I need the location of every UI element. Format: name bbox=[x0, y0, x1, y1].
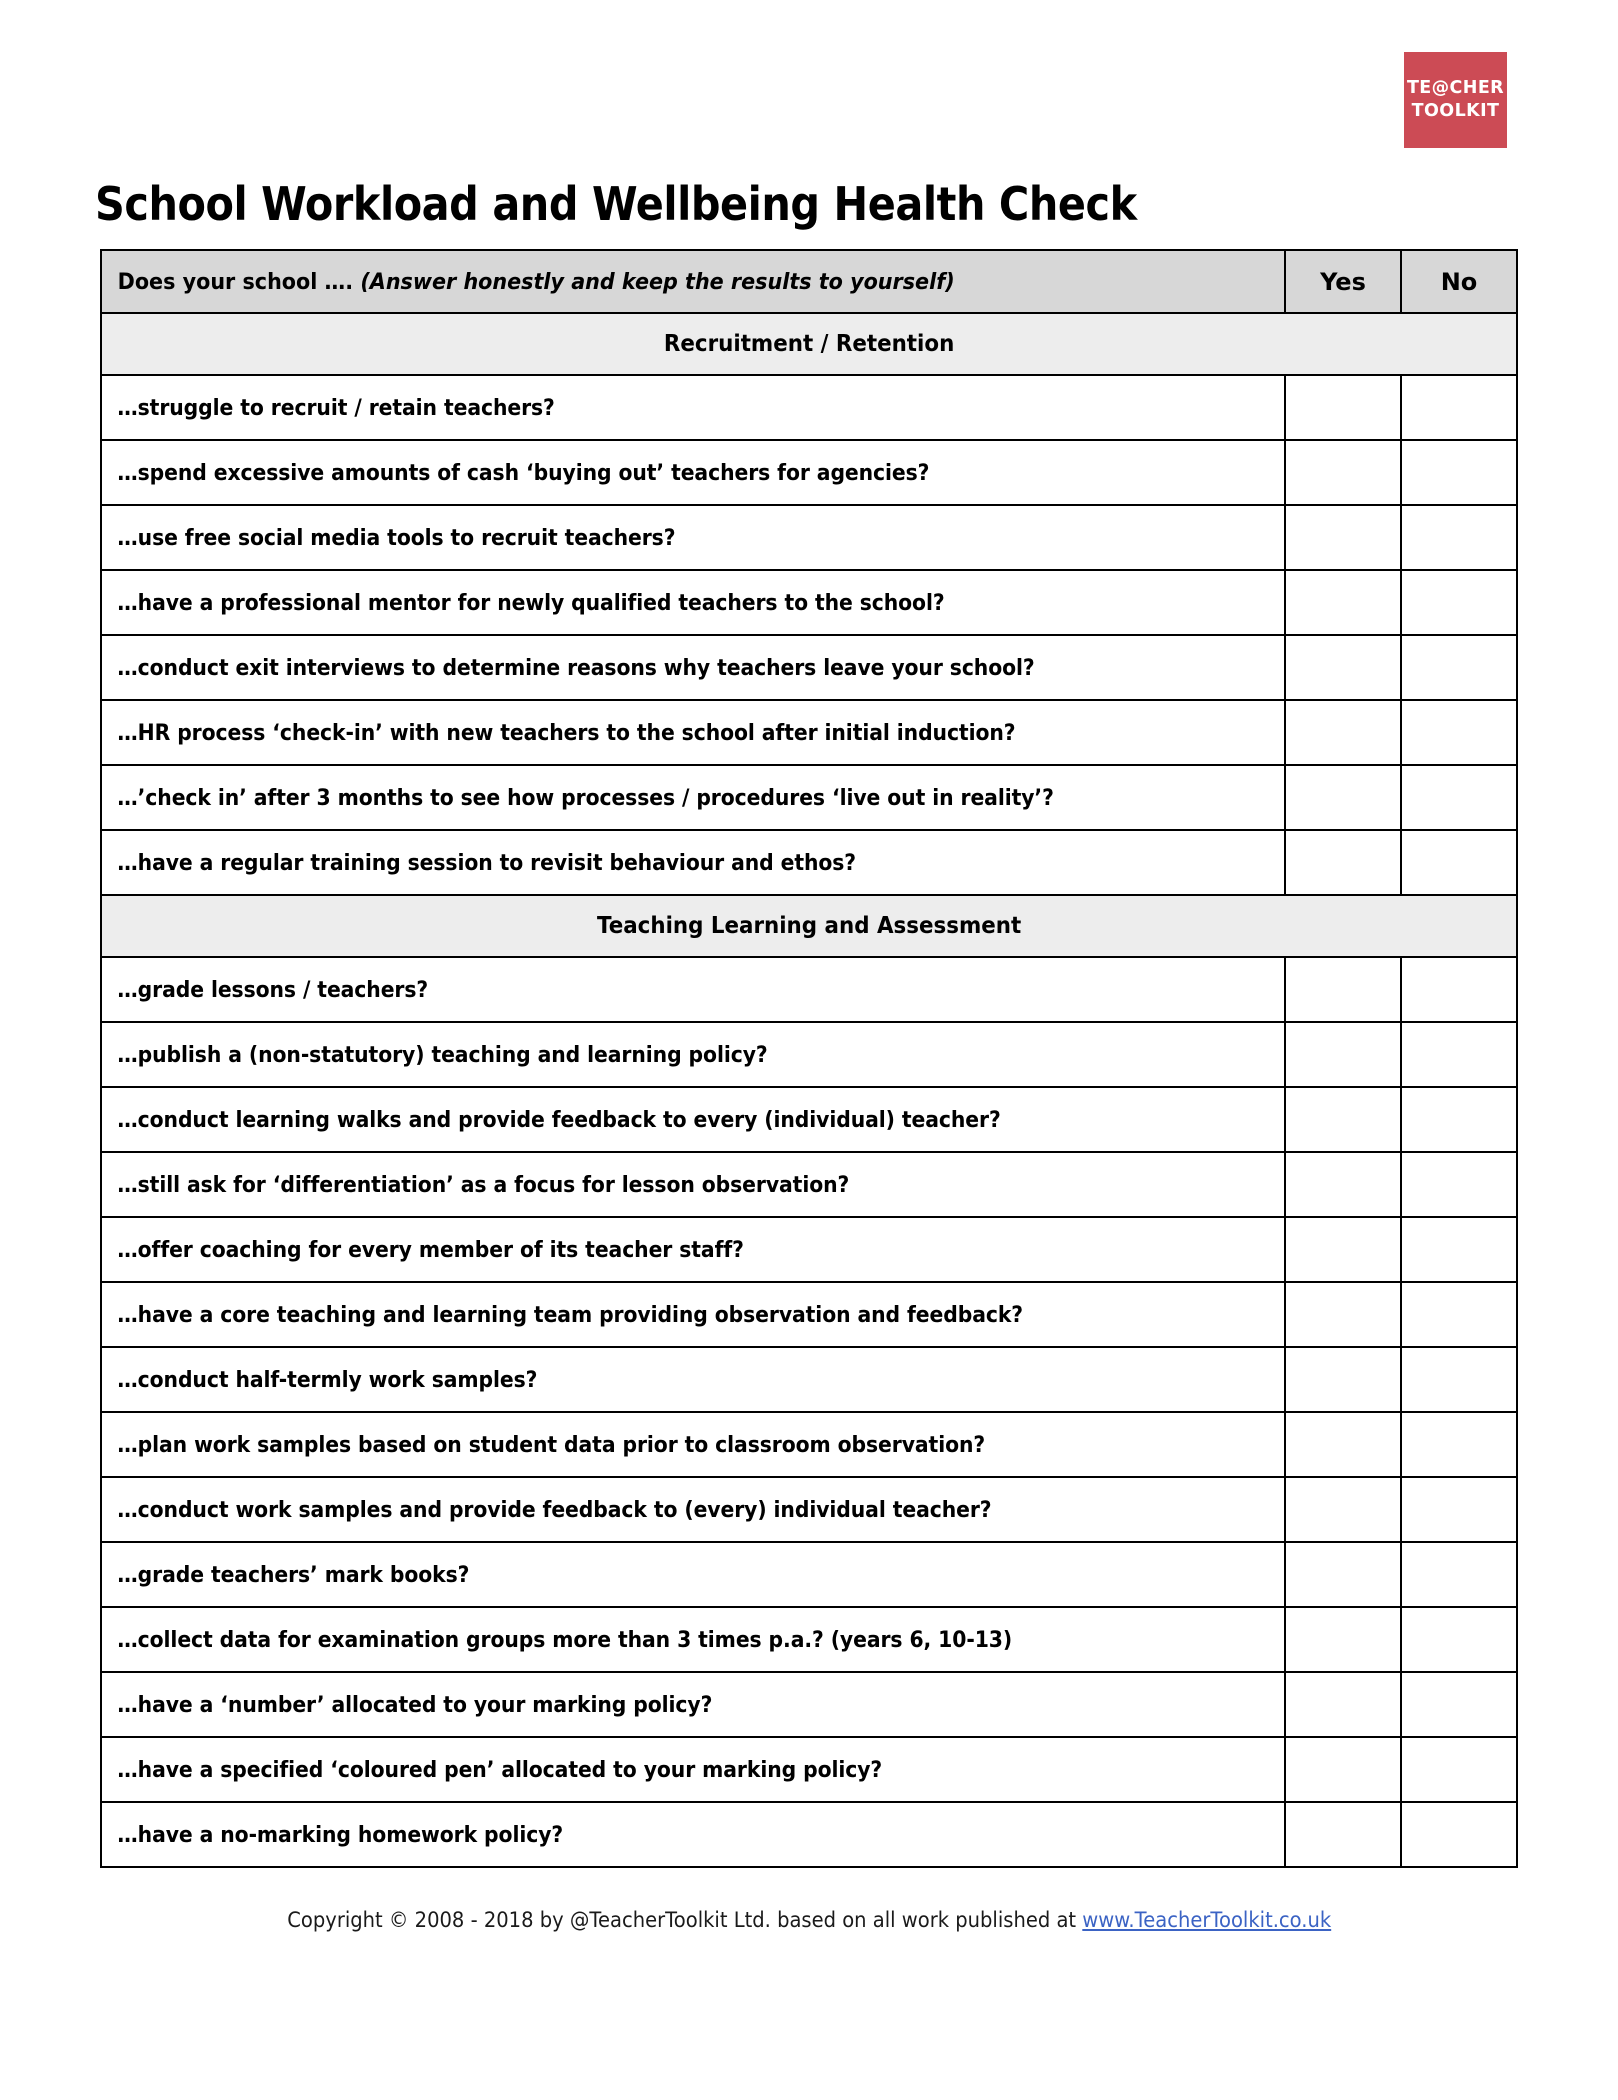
no-checkbox-cell[interactable] bbox=[1401, 1217, 1517, 1282]
table-header-row bbox=[101, 250, 1517, 313]
yes-checkbox-cell[interactable] bbox=[1285, 1477, 1401, 1542]
question-text: …have a regular training session to revisit behaviour and ethos? bbox=[117, 849, 857, 876]
yes-checkbox-cell[interactable] bbox=[1285, 957, 1401, 1022]
no-checkbox-cell[interactable] bbox=[1401, 1152, 1517, 1217]
table-row bbox=[101, 1412, 1517, 1477]
question-text: …HR process ‘check-in’ with new teachers to the school after initial induction? bbox=[117, 719, 1016, 746]
question-cell bbox=[101, 1672, 1285, 1737]
table-row bbox=[101, 1737, 1517, 1802]
question-cell bbox=[101, 375, 1285, 440]
no-checkbox-cell[interactable] bbox=[1401, 765, 1517, 830]
question-cell bbox=[101, 1022, 1285, 1087]
question-text: …have a no-marking homework policy? bbox=[117, 1821, 564, 1848]
header-prompt-italic: (Answer honestly and keep the results to yourself) bbox=[360, 268, 955, 295]
question-text: …still ask for ‘differentiation’ as a focus for lesson observation? bbox=[117, 1171, 850, 1198]
table-row bbox=[101, 440, 1517, 505]
no-checkbox-cell[interactable] bbox=[1401, 1022, 1517, 1087]
table-row bbox=[101, 830, 1517, 895]
yes-checkbox-cell[interactable] bbox=[1285, 1152, 1401, 1217]
footer-copyright bbox=[0, 1908, 1618, 1932]
question-text: …collect data for examination groups more than 3 times p.a.? (years 6, 10-13) bbox=[117, 1626, 1013, 1653]
question-text: …have a specified ‘coloured pen’ allocated to your marking policy? bbox=[117, 1756, 883, 1783]
question-text: …struggle to recruit / retain teachers? bbox=[117, 394, 555, 421]
question-cell bbox=[101, 440, 1285, 505]
question-cell bbox=[101, 1152, 1285, 1217]
question-text: …publish a (non-statutory) teaching and learning policy? bbox=[117, 1041, 768, 1068]
question-text: …’check in’ after 3 months to see how processes / procedures ‘live out in reality’? bbox=[117, 784, 1054, 811]
yes-checkbox-cell[interactable] bbox=[1285, 375, 1401, 440]
table-row bbox=[101, 375, 1517, 440]
no-checkbox-cell[interactable] bbox=[1401, 830, 1517, 895]
table-row bbox=[101, 1542, 1517, 1607]
yes-checkbox-cell[interactable] bbox=[1285, 635, 1401, 700]
yes-checkbox-cell[interactable] bbox=[1285, 505, 1401, 570]
no-checkbox-cell[interactable] bbox=[1401, 1672, 1517, 1737]
yes-checkbox-cell[interactable] bbox=[1285, 1737, 1401, 1802]
question-cell bbox=[101, 1412, 1285, 1477]
table-row bbox=[101, 1347, 1517, 1412]
section-title: Teaching Learning and Assessment bbox=[101, 895, 1517, 957]
table-row bbox=[101, 957, 1517, 1022]
no-checkbox-cell[interactable] bbox=[1401, 1542, 1517, 1607]
no-checkbox-cell[interactable] bbox=[1401, 440, 1517, 505]
question-cell bbox=[101, 700, 1285, 765]
question-text: …conduct half-termly work samples? bbox=[117, 1366, 538, 1393]
question-cell bbox=[101, 570, 1285, 635]
yes-checkbox-cell[interactable] bbox=[1285, 830, 1401, 895]
teachertoolkit-logo bbox=[1404, 52, 1507, 148]
yes-checkbox-cell[interactable] bbox=[1285, 440, 1401, 505]
table-row bbox=[101, 1087, 1517, 1152]
question-text: …grade lessons / teachers? bbox=[117, 976, 429, 1003]
question-cell bbox=[101, 1607, 1285, 1672]
table-row bbox=[101, 1672, 1517, 1737]
yes-checkbox-cell[interactable] bbox=[1285, 1217, 1401, 1282]
yes-checkbox-cell[interactable] bbox=[1285, 1347, 1401, 1412]
yes-checkbox-cell[interactable] bbox=[1285, 1542, 1401, 1607]
yes-checkbox-cell[interactable] bbox=[1285, 700, 1401, 765]
no-checkbox-cell[interactable] bbox=[1401, 1282, 1517, 1347]
question-cell bbox=[101, 765, 1285, 830]
question-cell bbox=[101, 1087, 1285, 1152]
question-cell bbox=[101, 1542, 1285, 1607]
question-text: …offer coaching for every member of its teacher staff? bbox=[117, 1236, 744, 1263]
no-checkbox-cell[interactable] bbox=[1401, 957, 1517, 1022]
question-text: …grade teachers’ mark books? bbox=[117, 1561, 470, 1588]
question-text: …conduct work samples and provide feedback to (every) individual teacher? bbox=[117, 1496, 992, 1523]
table-row bbox=[101, 1217, 1517, 1282]
no-checkbox-cell[interactable] bbox=[1401, 1412, 1517, 1477]
no-checkbox-cell[interactable] bbox=[1401, 570, 1517, 635]
table-row bbox=[101, 635, 1517, 700]
footer-text: Copyright © 2008 - 2018 by @TeacherToolkit Ltd. based on all work published at bbox=[287, 1908, 1083, 1932]
question-text: …use free social media tools to recruit teachers? bbox=[117, 524, 676, 551]
no-checkbox-cell[interactable] bbox=[1401, 635, 1517, 700]
table-row bbox=[101, 1152, 1517, 1217]
yes-checkbox-cell[interactable] bbox=[1285, 1022, 1401, 1087]
no-checkbox-cell[interactable] bbox=[1401, 700, 1517, 765]
yes-checkbox-cell[interactable] bbox=[1285, 1412, 1401, 1477]
column-header-no: No bbox=[1401, 250, 1517, 313]
section-title: Recruitment / Retention bbox=[101, 313, 1517, 375]
yes-checkbox-cell[interactable] bbox=[1285, 570, 1401, 635]
question-cell bbox=[101, 957, 1285, 1022]
no-checkbox-cell[interactable] bbox=[1401, 1477, 1517, 1542]
teachertoolkit-link[interactable]: www.TeacherToolkit.co.uk bbox=[1082, 1908, 1331, 1932]
question-text: …have a core teaching and learning team providing observation and feedback? bbox=[117, 1301, 1024, 1328]
question-cell bbox=[101, 1737, 1285, 1802]
header-prompt-cell bbox=[101, 250, 1285, 313]
table-row bbox=[101, 1802, 1517, 1867]
question-cell bbox=[101, 1282, 1285, 1347]
page-title: School Workload and Wellbeing Health Check bbox=[95, 177, 1137, 231]
table-row bbox=[101, 505, 1517, 570]
question-text: …have a ‘number’ allocated to your marking policy? bbox=[117, 1691, 713, 1718]
question-text: …have a professional mentor for newly qualified teachers to the school? bbox=[117, 589, 945, 616]
yes-checkbox-cell[interactable] bbox=[1285, 765, 1401, 830]
no-checkbox-cell[interactable] bbox=[1401, 1607, 1517, 1672]
table-row bbox=[101, 1477, 1517, 1542]
question-cell bbox=[101, 635, 1285, 700]
table-row bbox=[101, 700, 1517, 765]
health-check-table bbox=[100, 249, 1518, 1868]
yes-checkbox-cell[interactable] bbox=[1285, 1607, 1401, 1672]
table-row bbox=[101, 570, 1517, 635]
question-cell bbox=[101, 1217, 1285, 1282]
yes-checkbox-cell[interactable] bbox=[1285, 1672, 1401, 1737]
yes-checkbox-cell[interactable] bbox=[1285, 1282, 1401, 1347]
question-cell bbox=[101, 1477, 1285, 1542]
no-checkbox-cell[interactable] bbox=[1401, 1087, 1517, 1152]
question-cell bbox=[101, 1802, 1285, 1867]
no-checkbox-cell[interactable] bbox=[1401, 505, 1517, 570]
question-cell bbox=[101, 830, 1285, 895]
question-text: …conduct exit interviews to determine reasons why teachers leave your school? bbox=[117, 654, 1035, 681]
question-text: …plan work samples based on student data prior to classroom observation? bbox=[117, 1431, 986, 1458]
question-cell bbox=[101, 505, 1285, 570]
column-header-yes: Yes bbox=[1285, 250, 1401, 313]
no-checkbox-cell[interactable] bbox=[1401, 1347, 1517, 1412]
header-prompt-bold: Does your school …. bbox=[117, 268, 361, 295]
table-row bbox=[101, 1607, 1517, 1672]
no-checkbox-cell[interactable] bbox=[1401, 1802, 1517, 1867]
logo-line-2: TOOLKIT bbox=[1411, 101, 1500, 121]
section-header-row bbox=[101, 895, 1517, 957]
yes-checkbox-cell[interactable] bbox=[1285, 1802, 1401, 1867]
no-checkbox-cell[interactable] bbox=[1401, 1737, 1517, 1802]
yes-checkbox-cell[interactable] bbox=[1285, 1087, 1401, 1152]
question-text: …spend excessive amounts of cash ‘buying out’ teachers for agencies? bbox=[117, 459, 930, 486]
table-row bbox=[101, 1022, 1517, 1087]
section-header-row bbox=[101, 313, 1517, 375]
question-cell bbox=[101, 1347, 1285, 1412]
question-text: …conduct learning walks and provide feedback to every (individual) teacher? bbox=[117, 1106, 1001, 1133]
table-row bbox=[101, 765, 1517, 830]
logo-line-1: TE@CHER bbox=[1406, 77, 1505, 98]
table-row bbox=[101, 1282, 1517, 1347]
no-checkbox-cell[interactable] bbox=[1401, 375, 1517, 440]
